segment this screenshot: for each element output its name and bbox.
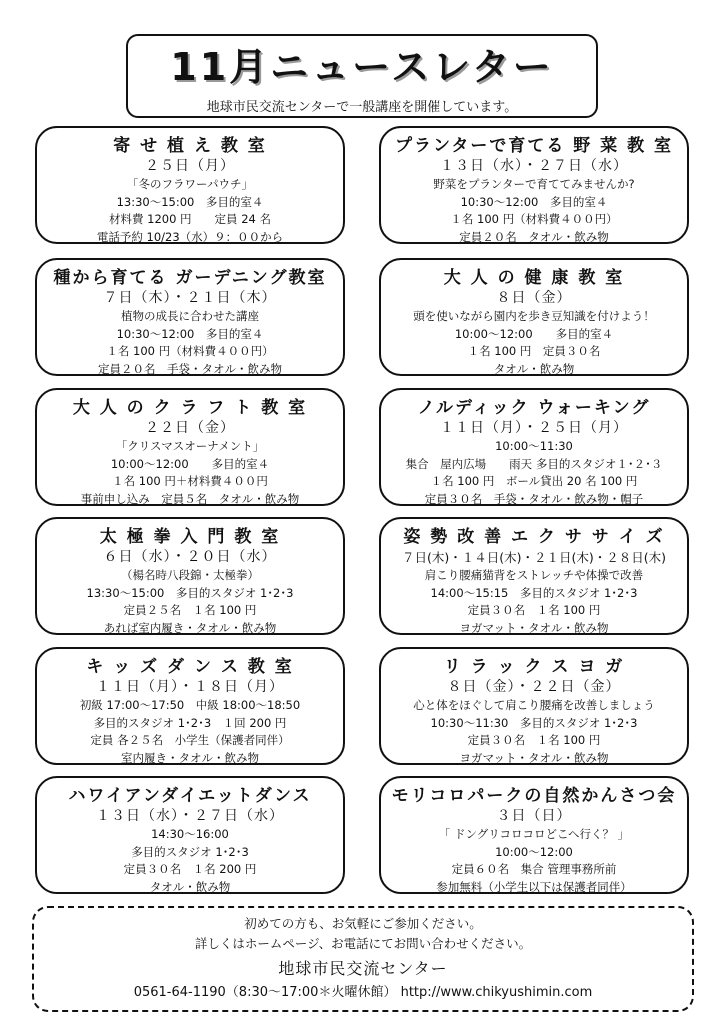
course-detail: （楊名時八段錦・太極拳） [121,568,259,582]
course-detail: 材料費 1200 円 定員 24 名 [108,212,272,227]
course-date: ７日（木）・２１日（木） [103,290,277,306]
course-detail: 集合 屋内広場 雨天 多目的スタジオ１･２･３ [405,456,663,471]
course-card [379,126,689,244]
course-detail: 10:00〜12:00 多目的室４ [454,326,614,341]
course-date: １３日（水）・２７日（水） [96,808,284,824]
course-date: ８日（金）・２２日（金） [447,679,621,695]
course-detail: 多目的スタジオ 1･2･3 [131,844,249,859]
course-detail: １名 100 円 定員３０名 [467,344,601,359]
course-detail: 「冬のフラワーパウチ」 [127,177,253,191]
course-detail: 14:30〜16:00 [151,827,229,841]
course-title: 種から育てる ガーデニング教室 [53,268,327,288]
course-date: ２５日（月） [145,158,235,174]
course-detail: 13:30〜15:00 多目的スタジオ 1･2･3 [86,585,294,600]
course-detail: 「 ドングリコロコロどこへ行く？ 」 [438,827,630,841]
course-card [379,517,689,635]
course-detail: １名 100 円 ボール貸出 20 名 100 円 [430,474,638,489]
course-card [35,258,345,376]
footer-org-name: 地球市民交流センター [278,959,448,978]
course-date: ２２日（金） [145,420,235,436]
page-title: 11月ニュースレター [170,45,554,89]
course-detail: 多目的スタジオ 1･2･3 １回 200 円 [93,715,287,730]
course-detail: 定員２５名 １名 100 円 [123,603,257,618]
course-detail: 定員３０名 １名 100 円 [467,733,601,748]
course-detail: 頭を使いながら園内を歩き豆知識を付けよう！ [413,309,655,323]
course-card [379,647,689,765]
course-card [35,776,345,894]
course-detail: 初級 17:00〜17:50 中級 18:00〜18:50 [79,698,301,712]
course-detail: 参加無料（小学生以下は保護者同伴） [436,879,632,894]
footer-info-box [32,906,694,1012]
course-date: １１日（月）・２５日（月） [440,420,628,436]
page-subtitle: 地球市民交流センターで一般講座を開催しています。 [206,100,518,115]
course-detail: ヨガマット・タオル・飲み物 [459,750,609,765]
course-detail: あれば室内履き・タオル・飲み物 [103,620,277,635]
course-title: 寄 せ 植 え 教 室 [113,136,267,156]
course-detail: 植物の成長に合わせた講座 [121,309,259,323]
course-detail: 定員 各２５名 小学生（保護者同伴） [90,733,290,748]
course-date: ８日（金） [496,290,572,306]
course-detail: 肩こり腰痛猫背をストレッチや体操で改善 [424,568,644,582]
course-title: リ ラ ッ ク ス ヨ ガ [443,657,625,677]
course-detail: 「クリスマスオーナメント」 [115,439,265,453]
course-title: 姿 勢 改 善 エ ク サ サ イ ズ [403,527,665,547]
course-detail: 定員３０名 手袋・タオル・飲み物・帽子 [424,491,644,506]
course-detail: 事前申し込み 定員５名 タオル・飲み物 [80,491,300,506]
course-detail: タオル・飲み物 [149,879,231,894]
course-detail: 13:30〜15:00 多目的室４ [116,194,264,209]
course-detail: 10:30〜12:00 多目的室４ [116,326,264,341]
course-title: 太 極 拳 入 門 教 室 [99,527,281,547]
course-card [379,776,689,894]
course-detail: 心と体をほぐして肩こり腰痛を改善しましょう [413,698,655,712]
course-detail: 10:30〜12:00 多目的室４ [460,194,608,209]
course-detail: １名 100 円（材料費４００円） [106,344,274,359]
course-title: 大 人 の ク ラ フ ト 教 室 [72,398,308,418]
course-detail: 10:30〜11:30 多目的スタジオ 1･2･3 [430,715,638,730]
course-date: ７日(木)・１４日(木)・２１日(木)・２８日(木) [401,550,666,565]
course-card [379,388,689,506]
course-date: １３日（水）・２７日（水） [440,158,628,174]
course-detail: 野菜をプランターで育ててみませんか? [433,177,635,191]
course-card [35,126,345,244]
course-detail: ヨガマット・タオル・飲み物 [459,620,609,635]
header-title-box [126,34,598,118]
course-detail: 定員２０名 タオル・飲み物 [459,229,609,244]
course-title: ノルディック ウォーキング [417,398,651,418]
course-card [379,258,689,376]
course-title: キ ッ ズ ダ ン ス 教 室 [86,657,294,677]
footer-inquiry-text: 詳しくはホームページ、お電話にてお問い合わせください。 [194,936,532,951]
course-detail: 電話予約 10/23（水）９：００から [96,229,284,244]
course-detail: 室内履き・タオル・飲み物 [121,750,259,765]
course-detail: 定員３０名 １名 200 円 [123,862,257,877]
course-title: 大 人 の 健 康 教 室 [443,268,625,288]
course-detail: １名 100 円（材料費４００円） [450,212,618,227]
course-card [35,647,345,765]
footer-welcome-text: 初めての方も、お気軽にご参加ください。 [244,916,482,931]
footer-contact: 0561-64-1190（8:30〜17:00＊火曜休館） http://www.chikyushimin.com [133,985,593,1000]
course-detail: 10:00〜11:30 [495,439,573,453]
course-detail: 10:00〜12:00 多目的室４ [110,456,270,471]
course-card [35,517,345,635]
course-date: ３日（日） [496,808,572,824]
course-date: １１日（月）・１８日（月） [96,679,284,695]
course-title: ハワイアンダイエットダンス [68,786,312,806]
course-title: プランターで育てる 野 菜 教 室 [395,136,673,156]
course-title: モリコロパークの自然かんさつ会 [391,786,677,806]
course-detail: 定員３０名 １名 100 円 [467,603,601,618]
course-detail: 定員６０名 集合 管理事務所前 [451,862,617,877]
course-detail: 定員２０名 手袋・タオル・飲み物 [98,361,282,376]
course-detail: 10:00〜12:00 [495,844,573,859]
course-detail: １名 100 円＋材料費４００円 [112,474,268,489]
course-detail: 14:00〜15:15 多目的スタジオ 1･2･3 [430,585,638,600]
course-detail: タオル・飲み物 [493,361,575,376]
course-card [35,388,345,506]
course-date: ６日（水）・２０日（水） [103,549,277,565]
